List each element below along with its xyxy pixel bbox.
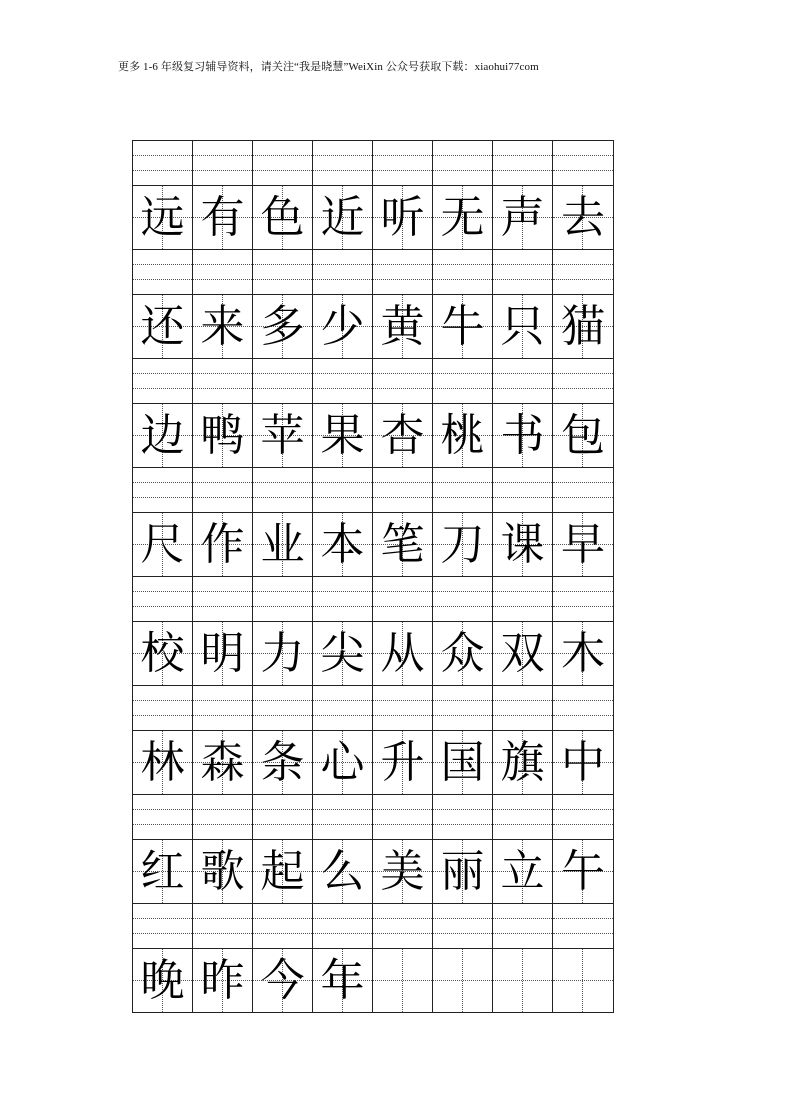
character-glyph: 只 — [500, 300, 545, 352]
character-cell — [373, 186, 433, 249]
pinyin-cell — [313, 795, 373, 839]
character-glyph: 早 — [561, 518, 605, 570]
character-glyph: 课 — [500, 518, 545, 570]
character-glyph: 歌 — [200, 845, 245, 897]
practice-grid — [132, 140, 614, 1013]
practice-row — [133, 576, 613, 685]
pinyin-cell — [133, 250, 193, 294]
character-glyph: 无 — [440, 191, 485, 243]
practice-row — [133, 358, 613, 467]
character-cell — [193, 404, 253, 467]
pinyin-writing-row — [133, 467, 613, 512]
character-cell — [253, 513, 313, 576]
character-cell — [253, 840, 313, 903]
character-cell — [313, 840, 373, 903]
character-glyph: 声 — [500, 191, 545, 243]
pinyin-cell — [253, 686, 313, 730]
pinyin-cell — [313, 686, 373, 730]
pinyin-cell — [133, 359, 193, 403]
character-row — [133, 621, 613, 685]
character-cell — [493, 622, 553, 685]
pinyin-cell — [433, 141, 493, 185]
pinyin-cell — [253, 904, 313, 948]
character-cell — [373, 295, 433, 358]
pinyin-cell — [313, 904, 373, 948]
character-cell — [133, 840, 193, 903]
character-glyph: 刀 — [440, 518, 485, 570]
pinyin-cell — [493, 577, 553, 621]
pinyin-cell — [313, 468, 373, 512]
character-glyph: 从 — [380, 627, 425, 679]
character-cell — [253, 186, 313, 249]
character-row — [133, 294, 613, 358]
character-glyph: 去 — [561, 191, 605, 243]
pinyin-cell — [253, 577, 313, 621]
pinyin-cell — [553, 468, 613, 512]
character-glyph: 立 — [500, 845, 545, 897]
pinyin-cell — [433, 468, 493, 512]
pinyin-cell — [493, 686, 553, 730]
character-glyph: 还 — [140, 300, 185, 352]
pinyin-cell — [313, 577, 373, 621]
pinyin-cell — [433, 686, 493, 730]
pinyin-cell — [253, 250, 313, 294]
character-cell — [133, 186, 193, 249]
practice-row — [133, 903, 613, 1012]
character-cell — [373, 513, 433, 576]
character-glyph: 么 — [320, 845, 365, 897]
vertical-guide-line — [582, 949, 583, 1012]
character-glyph: 升 — [380, 736, 425, 788]
pinyin-cell — [133, 904, 193, 948]
character-glyph: 包 — [561, 409, 605, 461]
pinyin-cell — [133, 686, 193, 730]
pinyin-cell — [193, 577, 253, 621]
character-glyph: 有 — [200, 191, 245, 243]
character-glyph: 书 — [500, 409, 545, 461]
character-cell — [553, 949, 613, 1012]
character-glyph: 来 — [200, 300, 245, 352]
character-cell — [313, 513, 373, 576]
pinyin-writing-row — [133, 903, 613, 948]
character-glyph: 边 — [140, 409, 185, 461]
character-glyph: 校 — [140, 627, 185, 679]
character-glyph: 众 — [440, 627, 485, 679]
practice-row — [133, 140, 613, 249]
character-cell — [553, 731, 613, 794]
character-glyph: 力 — [260, 627, 305, 679]
character-cell — [193, 949, 253, 1012]
vertical-guide-line — [522, 949, 523, 1012]
horizontal-guide-line — [553, 980, 613, 981]
pinyin-cell — [373, 141, 433, 185]
character-glyph: 木 — [561, 627, 605, 679]
pinyin-cell — [193, 686, 253, 730]
character-cell — [133, 295, 193, 358]
character-glyph: 晚 — [140, 954, 185, 1006]
character-row — [133, 839, 613, 903]
pinyin-cell — [433, 904, 493, 948]
vertical-guide-line — [462, 949, 463, 1012]
character-cell — [253, 404, 313, 467]
character-cell — [433, 404, 493, 467]
character-cell — [193, 513, 253, 576]
character-glyph: 近 — [320, 191, 365, 243]
character-cell — [493, 295, 553, 358]
character-glyph: 森 — [200, 736, 245, 788]
character-row — [133, 512, 613, 576]
character-cell — [553, 622, 613, 685]
character-glyph: 旗 — [500, 736, 545, 788]
character-row — [133, 730, 613, 794]
character-glyph: 明 — [200, 627, 245, 679]
character-glyph: 鸭 — [200, 409, 245, 461]
character-glyph: 远 — [140, 191, 185, 243]
pinyin-cell — [373, 359, 433, 403]
pinyin-cell — [493, 468, 553, 512]
pinyin-cell — [373, 577, 433, 621]
pinyin-cell — [433, 250, 493, 294]
pinyin-cell — [553, 904, 613, 948]
character-glyph: 牛 — [440, 300, 485, 352]
pinyin-cell — [193, 795, 253, 839]
pinyin-cell — [553, 686, 613, 730]
character-cell — [313, 404, 373, 467]
character-cell — [373, 404, 433, 467]
character-cell — [433, 186, 493, 249]
pinyin-cell — [253, 795, 313, 839]
character-cell — [193, 295, 253, 358]
pinyin-cell — [553, 577, 613, 621]
character-glyph: 听 — [380, 191, 425, 243]
character-cell — [493, 840, 553, 903]
character-cell — [493, 513, 553, 576]
character-glyph: 笔 — [380, 518, 425, 570]
character-cell — [553, 840, 613, 903]
pinyin-cell — [493, 795, 553, 839]
practice-row — [133, 467, 613, 576]
character-cell — [493, 404, 553, 467]
character-cell — [493, 949, 553, 1012]
character-cell — [253, 949, 313, 1012]
character-glyph: 起 — [260, 845, 305, 897]
character-cell — [133, 731, 193, 794]
pinyin-cell — [433, 359, 493, 403]
character-cell — [253, 731, 313, 794]
pinyin-cell — [193, 359, 253, 403]
character-glyph: 美 — [380, 845, 425, 897]
character-cell — [553, 513, 613, 576]
pinyin-cell — [553, 359, 613, 403]
character-glyph: 少 — [320, 300, 365, 352]
pinyin-cell — [193, 250, 253, 294]
character-glyph: 年 — [320, 954, 365, 1006]
character-row — [133, 403, 613, 467]
character-cell — [373, 622, 433, 685]
pinyin-cell — [493, 141, 553, 185]
character-glyph: 丽 — [440, 845, 485, 897]
character-cell — [433, 840, 493, 903]
character-cell — [313, 622, 373, 685]
pinyin-cell — [193, 904, 253, 948]
practice-row — [133, 249, 613, 358]
character-glyph: 杏 — [380, 409, 425, 461]
character-glyph: 条 — [260, 736, 305, 788]
pinyin-cell — [193, 141, 253, 185]
pinyin-cell — [253, 468, 313, 512]
pinyin-cell — [253, 359, 313, 403]
pinyin-cell — [133, 141, 193, 185]
pinyin-cell — [373, 250, 433, 294]
character-cell — [433, 622, 493, 685]
pinyin-cell — [373, 904, 433, 948]
pinyin-cell — [433, 795, 493, 839]
character-cell — [553, 404, 613, 467]
pinyin-writing-row — [133, 576, 613, 621]
character-cell — [313, 186, 373, 249]
character-cell — [373, 731, 433, 794]
character-cell — [133, 513, 193, 576]
character-glyph: 尺 — [140, 518, 185, 570]
pinyin-cell — [493, 904, 553, 948]
character-cell — [253, 622, 313, 685]
character-glyph: 红 — [140, 845, 185, 897]
character-glyph: 尖 — [320, 627, 365, 679]
pinyin-cell — [493, 250, 553, 294]
pinyin-cell — [253, 141, 313, 185]
vertical-guide-line — [402, 949, 403, 1012]
pinyin-writing-row — [133, 249, 613, 294]
character-glyph: 桃 — [440, 409, 485, 461]
character-row — [133, 948, 613, 1012]
pinyin-cell — [373, 795, 433, 839]
character-cell — [253, 295, 313, 358]
pinyin-cell — [553, 141, 613, 185]
character-cell — [553, 295, 613, 358]
pinyin-cell — [493, 359, 553, 403]
character-cell — [493, 731, 553, 794]
pinyin-writing-row — [133, 794, 613, 839]
character-glyph: 国 — [440, 736, 485, 788]
pinyin-cell — [193, 468, 253, 512]
practice-row — [133, 794, 613, 903]
character-cell — [433, 295, 493, 358]
character-glyph: 果 — [320, 409, 365, 461]
character-cell — [193, 186, 253, 249]
pinyin-writing-row — [133, 140, 613, 185]
pinyin-cell — [553, 795, 613, 839]
pinyin-cell — [133, 577, 193, 621]
character-glyph: 心 — [320, 736, 365, 788]
pinyin-cell — [313, 250, 373, 294]
page-header: 更多 1-6 年级复习辅导资料，请关注“我是晓慧”WeiXin 公众号获取下载：xiaohui77com — [118, 61, 539, 73]
pinyin-cell — [313, 141, 373, 185]
character-cell — [313, 295, 373, 358]
character-glyph: 中 — [561, 736, 605, 788]
pinyin-cell — [313, 359, 373, 403]
character-cell — [493, 186, 553, 249]
character-cell — [193, 840, 253, 903]
pinyin-cell — [373, 686, 433, 730]
character-glyph: 今 — [260, 954, 305, 1006]
character-cell — [193, 622, 253, 685]
character-cell — [373, 840, 433, 903]
character-glyph: 午 — [561, 845, 605, 897]
character-cell — [193, 731, 253, 794]
character-cell — [433, 513, 493, 576]
character-cell — [133, 404, 193, 467]
pinyin-cell — [373, 468, 433, 512]
character-cell — [433, 731, 493, 794]
character-glyph: 猫 — [561, 300, 605, 352]
pinyin-cell — [133, 795, 193, 839]
pinyin-cell — [433, 577, 493, 621]
character-glyph: 业 — [260, 518, 305, 570]
pinyin-cell — [133, 468, 193, 512]
character-cell — [553, 186, 613, 249]
character-cell — [133, 622, 193, 685]
character-cell — [313, 949, 373, 1012]
character-glyph: 双 — [500, 627, 545, 679]
character-cell — [313, 731, 373, 794]
character-row — [133, 185, 613, 249]
pinyin-cell — [553, 250, 613, 294]
character-glyph: 苹 — [260, 409, 305, 461]
practice-row — [133, 685, 613, 794]
character-glyph: 林 — [140, 736, 185, 788]
pinyin-writing-row — [133, 685, 613, 730]
character-cell — [373, 949, 433, 1012]
character-cell — [133, 949, 193, 1012]
character-glyph: 多 — [260, 300, 305, 352]
character-glyph: 色 — [260, 191, 305, 243]
character-glyph: 本 — [320, 518, 365, 570]
character-glyph: 黄 — [380, 300, 425, 352]
character-glyph: 作 — [200, 518, 245, 570]
pinyin-writing-row — [133, 358, 613, 403]
character-cell — [433, 949, 493, 1012]
character-glyph: 昨 — [200, 954, 245, 1006]
